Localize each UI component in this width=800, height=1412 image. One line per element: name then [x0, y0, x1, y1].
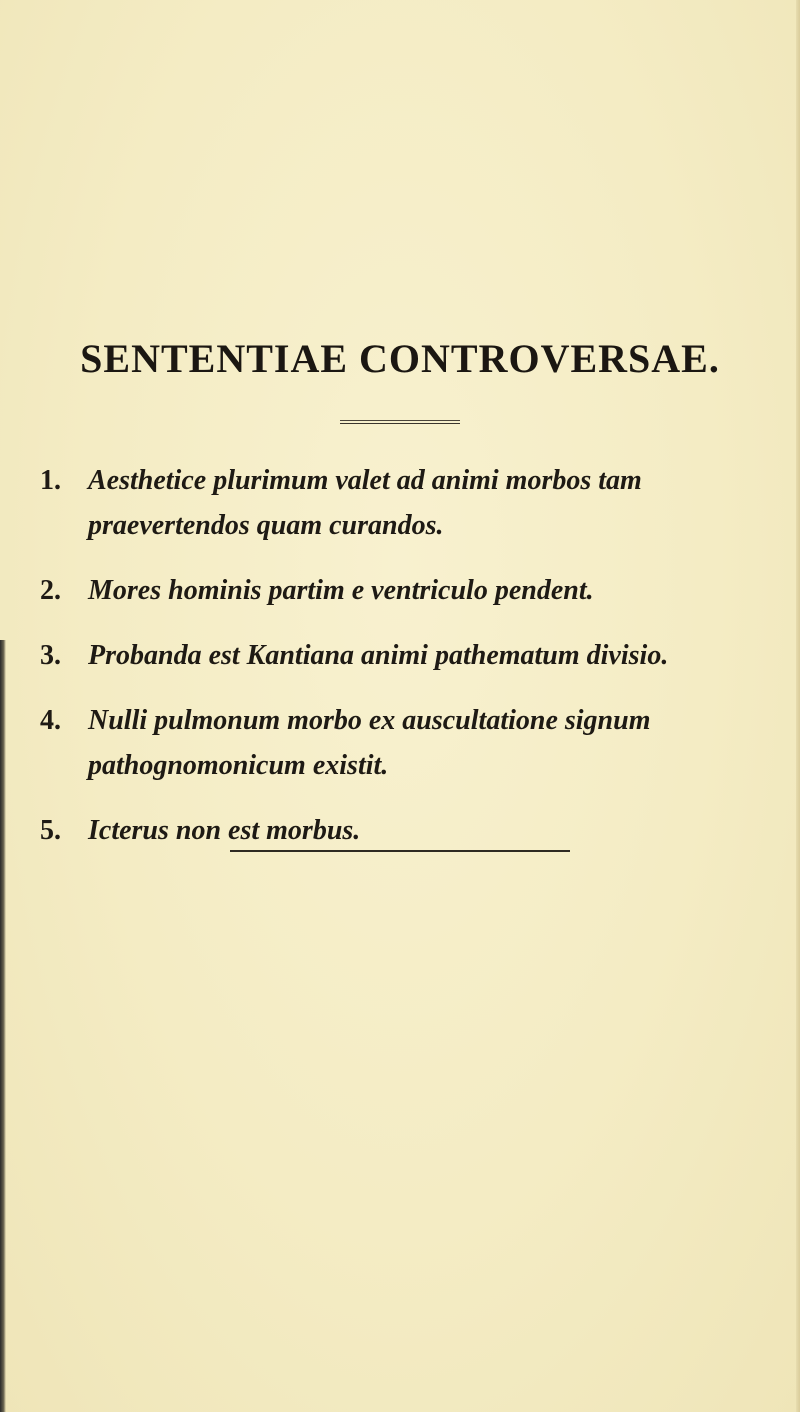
theses-list	[40, 458, 780, 873]
thesis-number: 4.	[40, 705, 61, 736]
thesis-text: Mores hominis partim e ventriculo pendent.	[88, 575, 594, 606]
thesis-item	[40, 458, 780, 548]
thesis-text: Icterus non est morbus.	[88, 815, 361, 846]
thesis-text: Aesthetice plurimum valet ad animi morbos tam praevertendos quam curandos.	[88, 465, 642, 541]
thesis-number: 2.	[40, 575, 61, 606]
page-edge-left	[0, 640, 6, 1412]
title-divider	[340, 420, 460, 424]
thesis-number: 5.	[40, 815, 61, 846]
thesis-number: 1.	[40, 465, 61, 496]
thesis-item	[40, 698, 780, 788]
closing-divider	[230, 850, 570, 852]
page-edge-right	[796, 0, 800, 1412]
thesis-text: Probanda est Kantiana animi pathematum divisio.	[88, 640, 669, 671]
thesis-item	[40, 568, 780, 613]
thesis-item	[40, 633, 780, 678]
thesis-text: Nulli pulmonum morbo ex auscultatione signum pathognomonicum existit.	[88, 705, 651, 781]
thesis-number: 3.	[40, 640, 61, 671]
page-title: SENTENTIAE CONTROVERSAE.	[80, 336, 720, 381]
thesis-item	[40, 808, 780, 853]
